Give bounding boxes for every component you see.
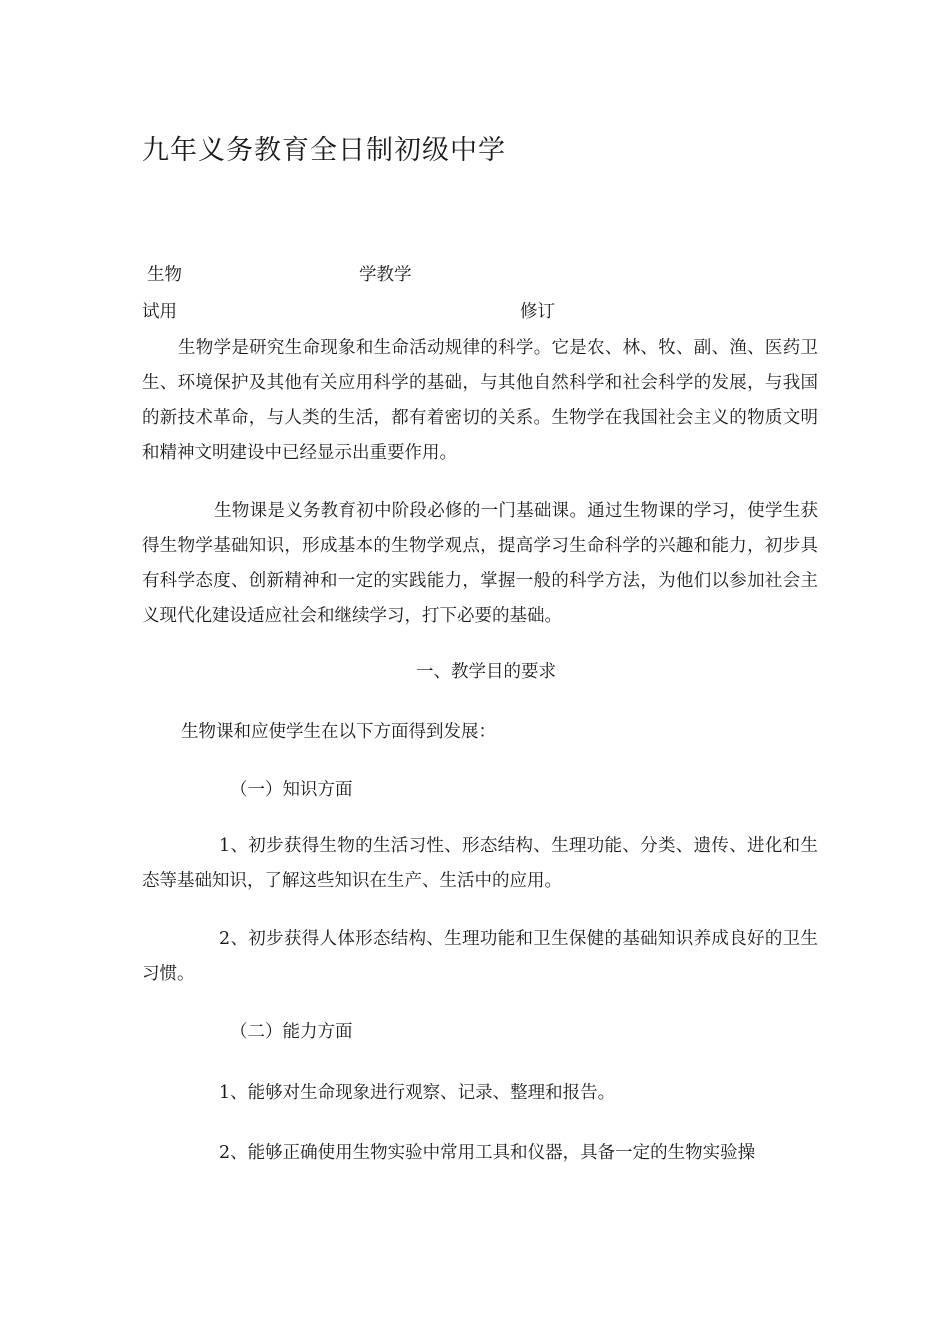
status-label-left: 试用 xyxy=(142,302,177,322)
knowledge-item-2: 2、初步获得人体形态结构、生理功能和卫生保健的基础知识养成良好的卫生习惯。 xyxy=(142,929,818,984)
intro-paragraph-2: 生物课是义务教育初中阶段必修的一门基础课。通过生物课的学习，使学生获得生物学基础知识，形成基本的生物学观点，提高学习生命科学的兴趣和能力，初步具有科学态度、创新精神和一定的实践能力，掌握一般的科学方法，为他们以参加社会主义现代化建设适应社会和继续学习，打下必要的基础。 xyxy=(142,501,818,626)
ability-item-1: 1、能够对生命现象进行观察、记录、整理和报告。 xyxy=(219,1083,616,1103)
subject-label-left: 生物 xyxy=(147,265,182,285)
subsection-heading-ability: （二）能力方面 xyxy=(230,1022,353,1042)
subject-label-right: 学教学 xyxy=(359,265,412,285)
ability-item-2: 2、能够正确使用生物实验中常用工具和仪器，具备一定的生物实验操 xyxy=(219,1143,756,1163)
section-heading-objectives: 一、教学目的要求 xyxy=(416,662,556,682)
document-title: 九年义务教育全日制初级中学 xyxy=(142,135,506,166)
knowledge-item-1: 1、初步获得生物的生活习性、形态结构、生理功能、分类、遗传、进化和生态等基础知识，了解这些知识在生产、生活中的应用。 xyxy=(142,836,818,891)
section-lead-text: 生物课和应使学生在以下方面得到发展： xyxy=(181,722,496,742)
status-label-right: 修订 xyxy=(520,302,555,322)
intro-paragraph-1: 生物学是研究生命现象和生命活动规律的科学。它是农、林、牧、副、渔、医药卫生、环境保护及其他有关应用科学的基础，与其他自然科学和社会科学的发展，与我国的新技术革命，与人类的生活，都有着密切的关系。生物学在我国社会主义的物质文明和精神文明建设中已经显示出重要作用。 xyxy=(142,338,818,463)
subsection-heading-knowledge: （一）知识方面 xyxy=(230,780,353,800)
